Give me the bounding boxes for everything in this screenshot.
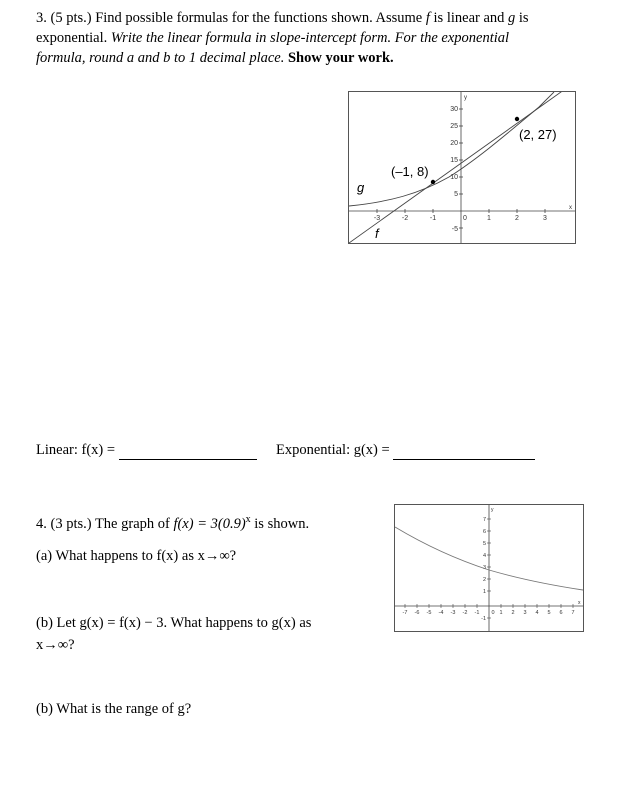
- q4-ytick-1: 1: [482, 589, 486, 595]
- q3-line-f: [349, 92, 575, 243]
- q4-x-axis-label: x: [578, 600, 581, 606]
- q3-line2: exponential. Write the linear formula in slope-intercept form. For the exponential: [36, 30, 510, 46]
- q4-formula: f(x) = 3(0.9): [173, 515, 246, 532]
- q3-ytick-20: 20: [450, 140, 458, 147]
- q4-xtick-3: 3: [523, 610, 527, 616]
- q4-xtick-neg3: -3: [450, 610, 456, 616]
- q3-xtick-3: 3: [543, 215, 547, 222]
- q3-ytick-5: 5: [454, 191, 458, 198]
- q3-point1-label: (–1, 8): [391, 164, 429, 179]
- q3-x-tick-labels: [374, 215, 547, 222]
- q3-linear-answer: [36, 440, 257, 460]
- q3-ytick-15: 15: [450, 157, 458, 164]
- q3-ytick-neg5: -5: [451, 226, 458, 233]
- q4-part-c: (b) What is the range of g?: [36, 701, 192, 717]
- q4-y-axis-label: y: [491, 507, 494, 513]
- q3-exponential-answer: [276, 440, 535, 460]
- q4-graph-svg: [395, 505, 583, 631]
- q3-graph-svg: [349, 92, 575, 243]
- q4-xtick-4: 4: [535, 610, 539, 616]
- q4-graph: [394, 504, 584, 632]
- q4-x-tick-labels: [403, 610, 575, 616]
- q3-point-neg1-8: [431, 180, 435, 184]
- q3-text: [36, 8, 596, 68]
- q4-ytick-7: 7: [482, 517, 486, 523]
- exponential-answer-blank[interactable]: [393, 445, 535, 460]
- linear-answer-blank[interactable]: [119, 445, 257, 460]
- q3-line1: 3. (5 pts.) Find possible formulas for the functions shown. Assume f is linear and g is: [36, 10, 529, 26]
- q3-xtick-1: 1: [487, 215, 491, 222]
- q4-ytick-5: 5: [482, 541, 486, 547]
- q4-xtick-neg7: -7: [402, 610, 408, 616]
- q3-g-label: g: [357, 180, 365, 195]
- q4-exponent: x: [245, 514, 251, 525]
- q4-ytick-6: 6: [482, 529, 486, 535]
- q3-xtick-0: 0: [463, 215, 467, 222]
- q4-part-b-line1: (b) Let g(x) = f(x) − 3. What happens to g(x) as: [36, 615, 312, 631]
- q4-part-a: (a) What happens to f(x) as x→∞?: [36, 548, 237, 564]
- q4-ytick-4: 4: [482, 553, 486, 559]
- q3-xtick-neg3: -3: [373, 215, 381, 222]
- q3-xtick-neg1: -1: [429, 215, 437, 222]
- q3-ytick-30: 30: [450, 106, 458, 113]
- q4-part-b-line2: x→∞?: [36, 637, 75, 653]
- q3-ytick-10: 10: [450, 174, 458, 181]
- linear-label: Linear: f(x) =: [36, 442, 116, 458]
- q4-xtick-neg6: -6: [414, 610, 420, 616]
- q4-xtick-7: 7: [571, 610, 575, 616]
- q4-xtick-neg4: -4: [438, 610, 444, 616]
- q4-xtick-5: 5: [547, 610, 551, 616]
- q3-x-axis-label: x: [569, 205, 572, 211]
- q4-xtick-neg5: -5: [426, 610, 432, 616]
- q3-y-axis-label: y: [464, 95, 467, 101]
- q4-ytick-3: 3: [482, 565, 486, 571]
- q4-xtick-neg1: -1: [474, 610, 480, 616]
- q3-xtick-2: 2: [515, 215, 519, 222]
- q3-ytick-25: 25: [450, 123, 458, 130]
- q3-graph: [348, 91, 576, 244]
- q4-xtick-6: 6: [559, 610, 563, 616]
- q4-ytick-neg1: -1: [481, 616, 486, 622]
- q4-line1: 4. (3 pts.) The graph of $f(x) = 3(0.9)^x$ is shown.: [36, 514, 310, 532]
- q3-f-label: f: [375, 226, 379, 241]
- q3-point2-label: (2, 27): [519, 127, 557, 142]
- q4-xtick-0: 0: [491, 610, 495, 616]
- exponential-label: Exponential: g(x) =: [276, 442, 390, 458]
- q3-line3: formula, round a and b to 1 decimal place. Show your work.: [36, 50, 394, 66]
- q3-y-tick-labels: [450, 106, 458, 233]
- q3-xtick-neg2: -2: [401, 215, 409, 222]
- q4-xtick-1: 1: [499, 610, 503, 616]
- q3-point-2-27: [515, 117, 519, 121]
- q4-xtick-2: 2: [511, 610, 515, 616]
- q4-xtick-neg2: -2: [462, 610, 468, 616]
- q4-ytick-2: 2: [482, 577, 486, 583]
